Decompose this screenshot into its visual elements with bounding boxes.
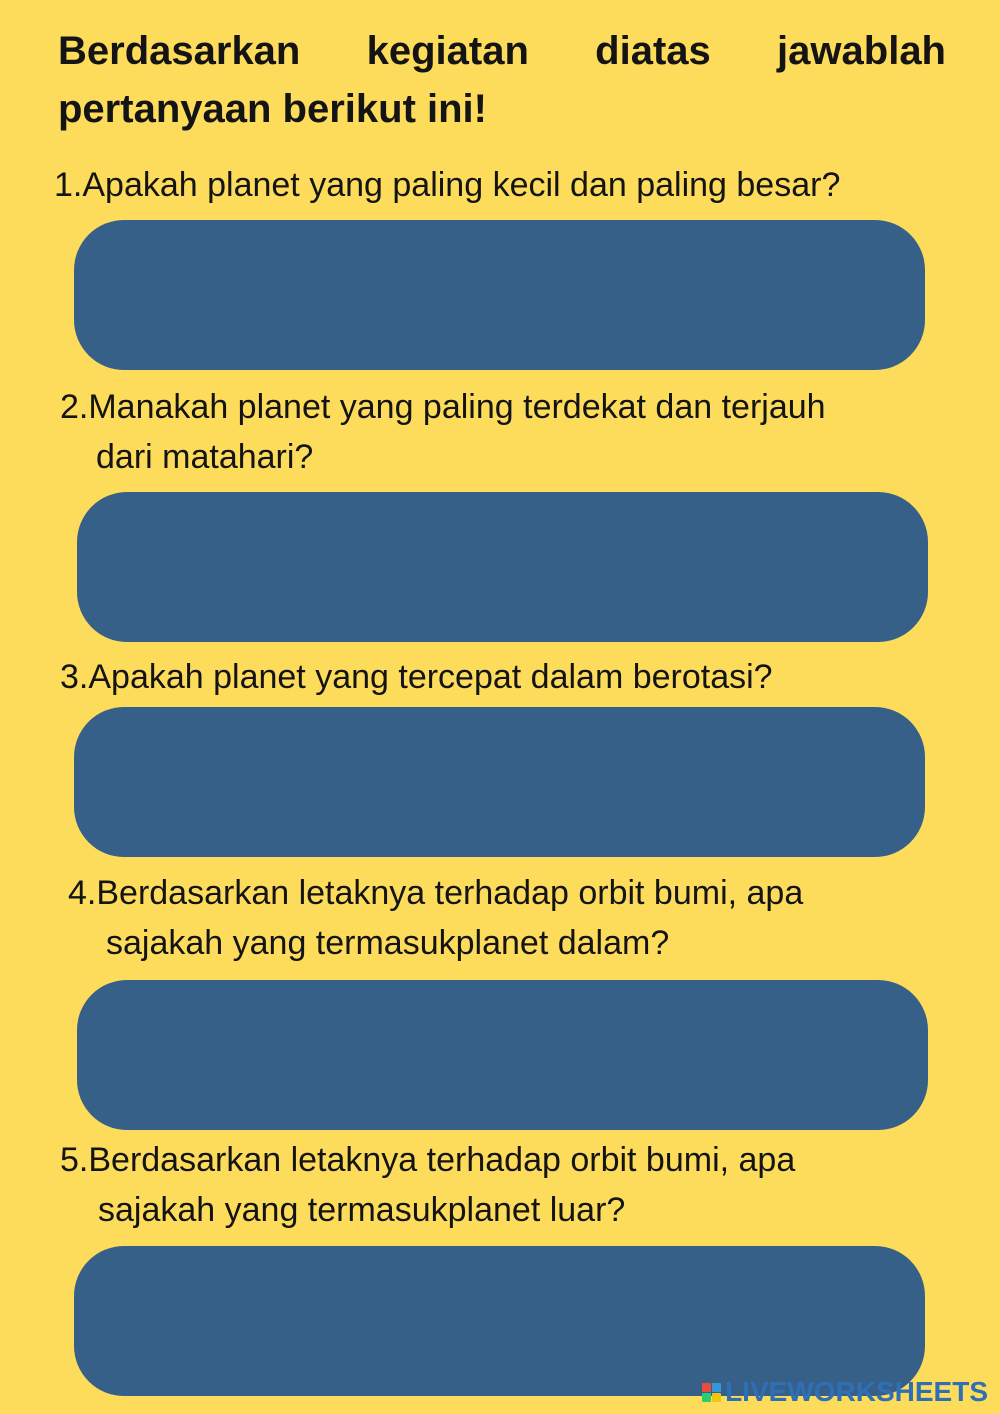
logo-square-icon [702, 1383, 711, 1392]
liveworksheets-logo [702, 1376, 988, 1408]
answer-field-2[interactable] [77, 492, 928, 642]
logo-square-icon [702, 1393, 711, 1402]
question-2-number: 2. [60, 388, 89, 426]
question-2 [60, 382, 826, 482]
question-4-text: Berdasarkan letaknya terhadap orbit bumi, apa [96, 874, 804, 912]
question-4-number: 4. [68, 874, 97, 912]
question-1-text: Apakah planet yang paling kecil dan paling besar? [82, 166, 841, 204]
question-2-text: Manakah planet yang paling terdekat dan terjauh [88, 388, 826, 426]
question-3-text: Apakah planet yang tercepat dalam berotasi? [88, 658, 773, 696]
question-5-text-line2: sajakah yang termasukplanet luar? [98, 1191, 626, 1229]
question-3-number: 3. [60, 658, 89, 696]
question-3 [60, 652, 773, 702]
liveworksheets-wordmark: LIVEWORKSHEETS [725, 1376, 988, 1407]
question-1 [54, 160, 840, 210]
question-1-number: 1. [54, 166, 83, 204]
question-4-text-line2: sajakah yang termasukplanet dalam? [106, 924, 670, 962]
logo-square-icon [712, 1383, 721, 1392]
question-5-number: 5. [60, 1141, 89, 1179]
logo-square-icon [712, 1393, 721, 1402]
question-5-text: Berdasarkan letaknya terhadap orbit bumi, apa [88, 1141, 796, 1179]
answer-field-4[interactable] [77, 980, 928, 1130]
answer-field-5[interactable] [74, 1246, 925, 1396]
question-4 [68, 868, 803, 968]
liveworksheets-icon [702, 1383, 721, 1402]
question-2-text-line2: dari matahari? [96, 438, 314, 476]
page-title: Berdasarkan kegiatan diatas jawablah pertanyaan berikut ini! [58, 29, 946, 131]
answer-field-1[interactable] [74, 220, 925, 370]
answer-field-3[interactable] [74, 707, 925, 857]
question-5 [60, 1135, 795, 1235]
